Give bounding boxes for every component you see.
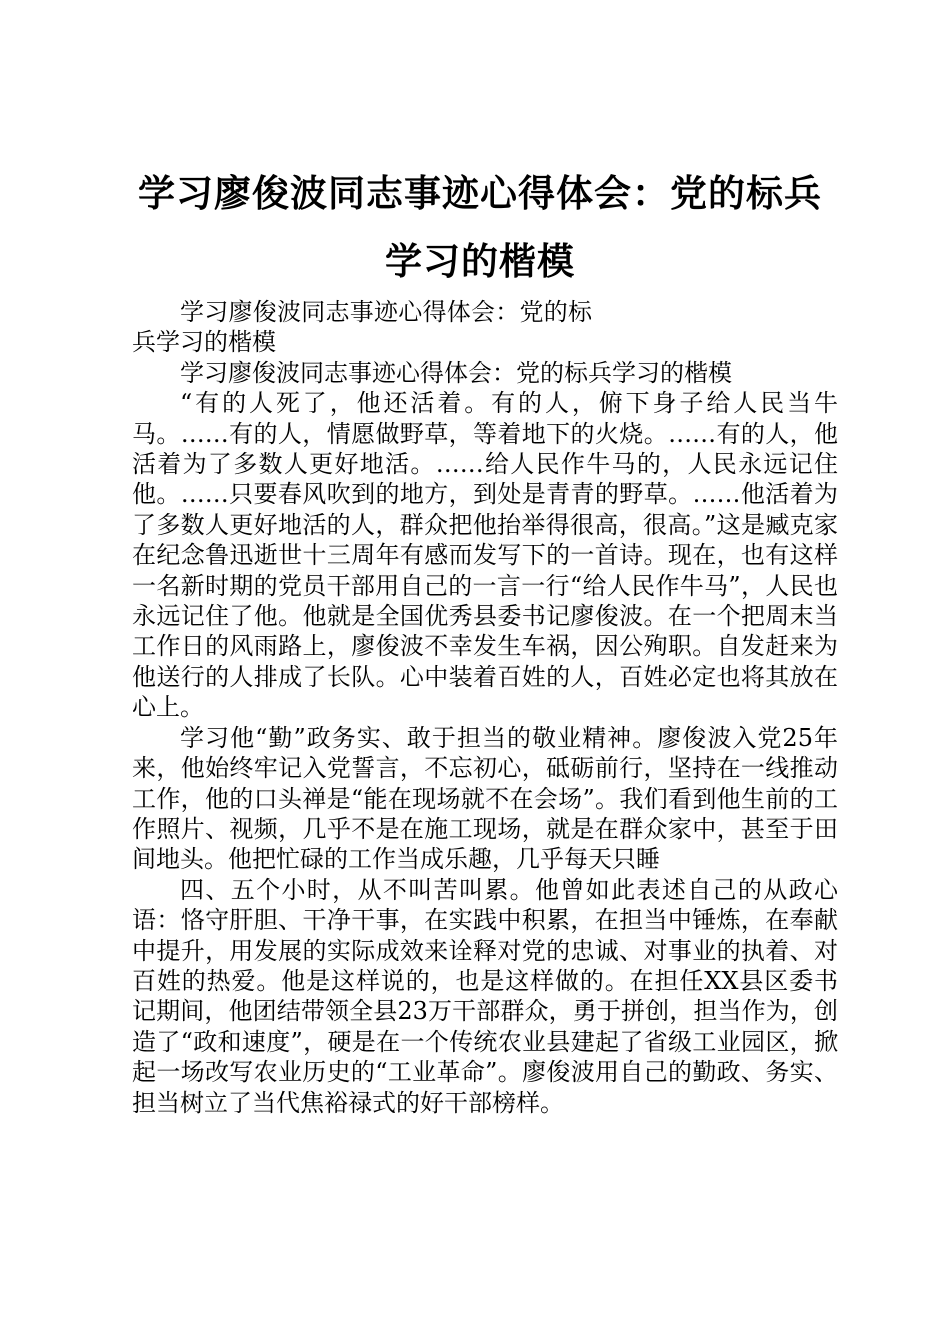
poem-intro-paragraph: “有的人死了，他还活着。有的人，俯下身子给人民当牛马。……有的人，情愿做野草，等着地下的火烧。……有的人，他活着为了多数人更好地活。……给人民作牛马的，人民永远记住他。……只要春风吹到的地方，到处是青青的野草。……他活着为了多数人更好地活的人，群众把他抬举得很高，很高。”这是臧克家在纪念鲁迅逝世十三周年有感而发写下的一首诗。现在，也有这样一名新时期的党员干部用自己的一言一行“给人民作牛马”，人民也永远记住了他。他就是全国优秀县委书记廖俊波。在一个把周末当工作日的风雨路上，廖俊波不幸发生车祸，因公殉职。自发赶来为他送行的人排成了长队。心中装着百姓的人，百姓必定也将其放在心上。 (132, 389, 838, 722)
subtitle-paragraph: 学习廖俊波同志事迹心得体会：党的标兵学习的楷模 (132, 298, 592, 357)
diligence-paragraph: 学习他“勤”政务实、敢于担当的敬业精神。廖俊波入党25年来，他始终牢记入党誓言，不忘初心，砥砺前行，坚持在一线推动工作，他的口头禅是“能在现场就不在会场”。我们看到他生前的工作照片、视频，几乎不是在施工现场，就是在群众家中，甚至于田间地头。他把忙碌的工作当成乐趣，几乎每天只睡 (132, 723, 838, 874)
document-body (132, 297, 838, 1118)
document-title: 学习廖俊波同志事迹心得体会：党的标兵学习的楷模 (138, 172, 822, 283)
repeated-title-paragraph: 学习廖俊波同志事迹心得体会：党的标兵学习的楷模 (180, 358, 732, 387)
achievement-paragraph: 四、五个小时，从不叫苦叫累。他曾如此表述自己的从政心语：恪守肝胆、干净干事，在实践中积累，在担当中锤炼，在奉献中提升，用发展的实际成效来诠释对党的忠诚、对事业的执着、对百姓的热爱。他是这样说的，也是这样做的。在担任XX县区委书记期间，他团结带领全县23万干部群众，勇于拼创，担当作为，创造了“政和速度”，硬是在一个传统农业县建起了省级工业园区，掀起一场改写农业历史的“工业革命”。廖俊波用自己的勤政、务实、担当树立了当代焦裕禄式的好干部榜样。 (132, 875, 838, 1117)
